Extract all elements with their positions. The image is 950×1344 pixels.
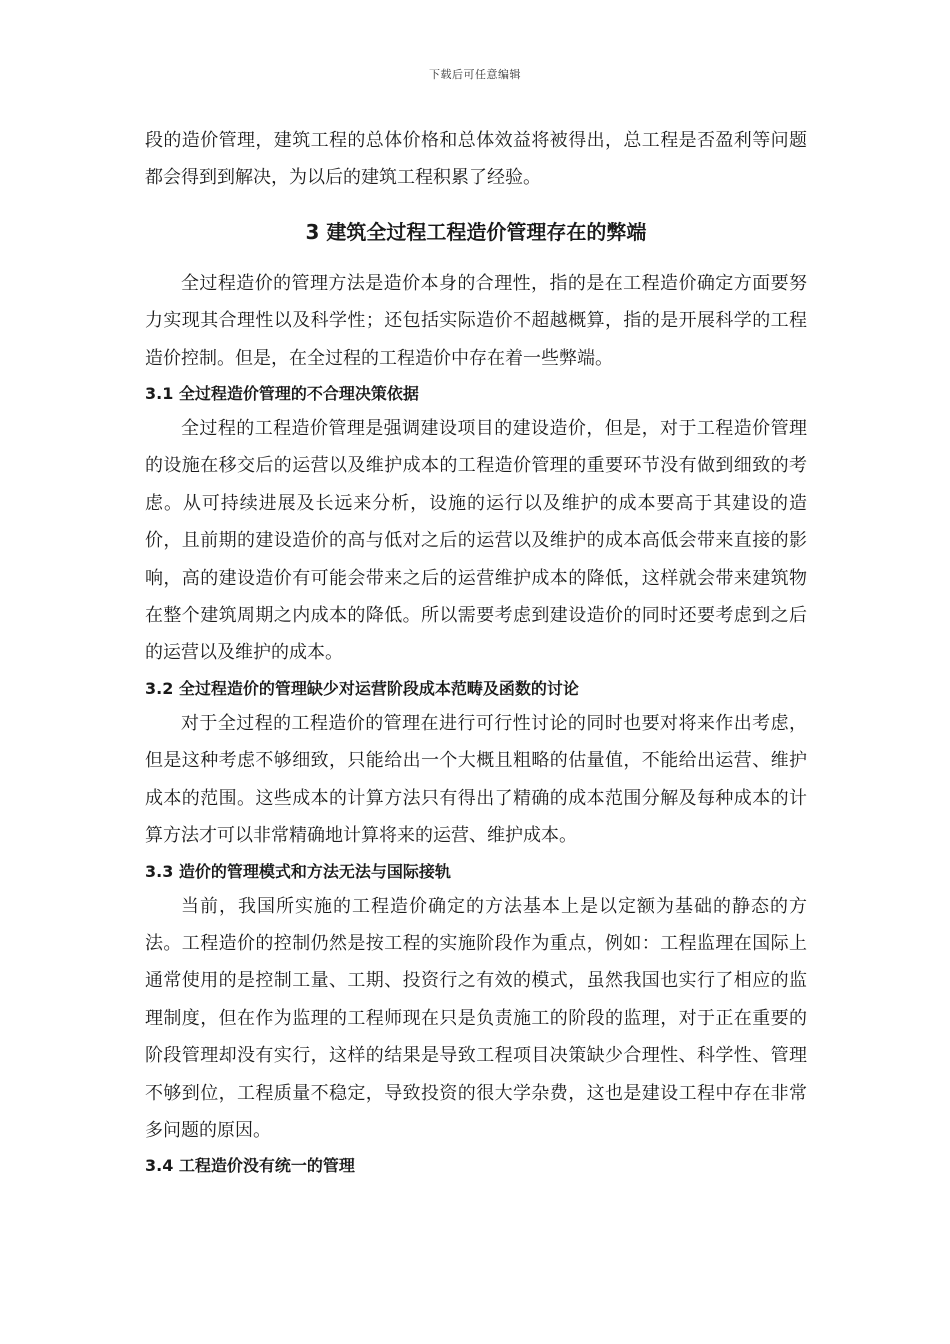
- subsection-title-3-2: 3.2 全过程造价的管理缺少对运营阶段成本范畴及函数的讨论: [145, 678, 579, 698]
- intro-paragraph: 段的造价管理，建筑工程的总体价格和总体效益将被得出，总工程是否盈利等问题都会得到到解决，为以后的建筑工程积累了经验。: [145, 130, 807, 189]
- subsection-paragraph-3-2: 对于全过程的工程造价的管理在进行可行性讨论的同时也要对将来作出考虑，但是这种考虑不够细致，只能给出一个大概且粗略的估量值，不能给出运营、维护成本的范围。这些成本的计算方法只有得出了精确的成本范围分解及每种成本的计算方法才可以非常精确地计算将来的运营、维护成本。: [145, 712, 807, 847]
- section-paragraph: 全过程造价的管理方法是造价本身的合理性，指的是在工程造价确定方面要努力实现其合理性以及科学性；还包括实际造价不超越概算，指的是开展科学的工程造价控制。但是，在全过程的工程造价中存在着一些弊端。: [145, 272, 807, 369]
- subsection-title-3-1: 3.1 全过程造价管理的不合理决策依据: [145, 384, 419, 404]
- subsection-title-3-4: 3.4 工程造价没有统一的管理: [145, 1156, 355, 1176]
- document-body: [145, 122, 807, 1182]
- subsection-title-3-3: 3.3 造价的管理模式和方法无法与国际接轨: [145, 861, 451, 881]
- section-title: 3 建筑全过程工程造价管理存在的弊端: [305, 219, 647, 244]
- subsection-paragraph-3-1: 全过程的工程造价管理是强调建设项目的建设造价，但是，对于工程造价管理的设施在移交后的运营以及维护成本的工程造价管理的重要环节没有做到细致的考虑。从可持续进展及长远来分析，设施的运行以及维护的成本要高于其建设的造价，且前期的建设造价的高与低对之后的运营以及维护的成本高低会带来直接的影响，高的建设造价有可能会带来之后的运营维护成本的降低，这样就会带来建筑物在整个建筑周期之内成本的降低。所以需要考虑到建设造价的同时还要考虑到之后的运营以及维护的成本。: [145, 418, 807, 664]
- subsection-paragraph-3-3: 当前，我国所实施的工程造价确定的方法基本上是以定额为基础的静态的方法。工程造价的控制仍然是按工程的实施阶段作为重点，例如：工程监理在国际上通常使用的是控制工量、工期、投资行之有效的模式，虽然我国也实行了相应的监理制度，但在作为监理的工程师现在只是负责施工的阶段的监理，对于正在重要的阶段管理却没有实行，这样的结果是导致工程项目决策缺少合理性、科学性、管理不够到位，工程质量不稳定，导致投资的很大学杂费，这也是建设工程中存在非常多问题的原因。: [145, 895, 807, 1141]
- header-note: 下载后可任意编辑: [429, 68, 521, 81]
